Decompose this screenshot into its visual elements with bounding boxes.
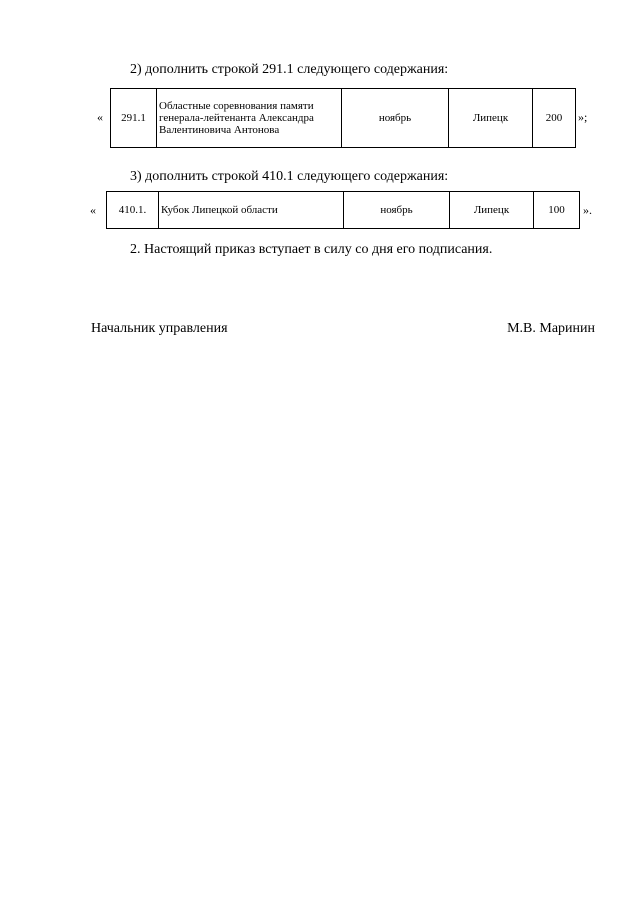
item-3-text: 3) дополнить строкой 410.1 следующего содержания: <box>130 169 449 184</box>
row-number-cell: 410.1. <box>107 192 159 229</box>
item-2-table <box>110 88 576 148</box>
table-row <box>111 89 576 148</box>
row-month-cell: ноябрь <box>342 89 449 148</box>
row-month-cell: ноябрь <box>344 192 450 229</box>
item-3-table <box>106 191 580 229</box>
item-3-open-quote: « <box>90 203 96 217</box>
signature-position: Начальник управления <box>91 321 228 336</box>
row-quantity-cell: 100 <box>534 192 580 229</box>
item-2-open-quote: « <box>97 110 103 124</box>
table-row <box>107 192 580 229</box>
item-2-text: 2) дополнить строкой 291.1 следующего содержания: <box>130 62 449 77</box>
signature-name: М.В. Маринин <box>507 321 595 336</box>
item-3-close-quote: ». <box>583 203 592 217</box>
item-2-close-quote: »; <box>578 110 588 124</box>
row-city-cell: Липецк <box>449 89 533 148</box>
row-number-cell: 291.1 <box>111 89 157 148</box>
row-name-cell: Областные соревнования памяти генерала-лейтенанта Александра Валентиновича Антонова <box>157 89 342 148</box>
row-city-cell: Липецк <box>450 192 534 229</box>
clause-2-text: 2. Настоящий приказ вступает в силу со дня его подписания. <box>130 242 493 257</box>
row-name-cell: Кубок Липецкой области <box>159 192 344 229</box>
row-quantity-cell: 200 <box>533 89 576 148</box>
